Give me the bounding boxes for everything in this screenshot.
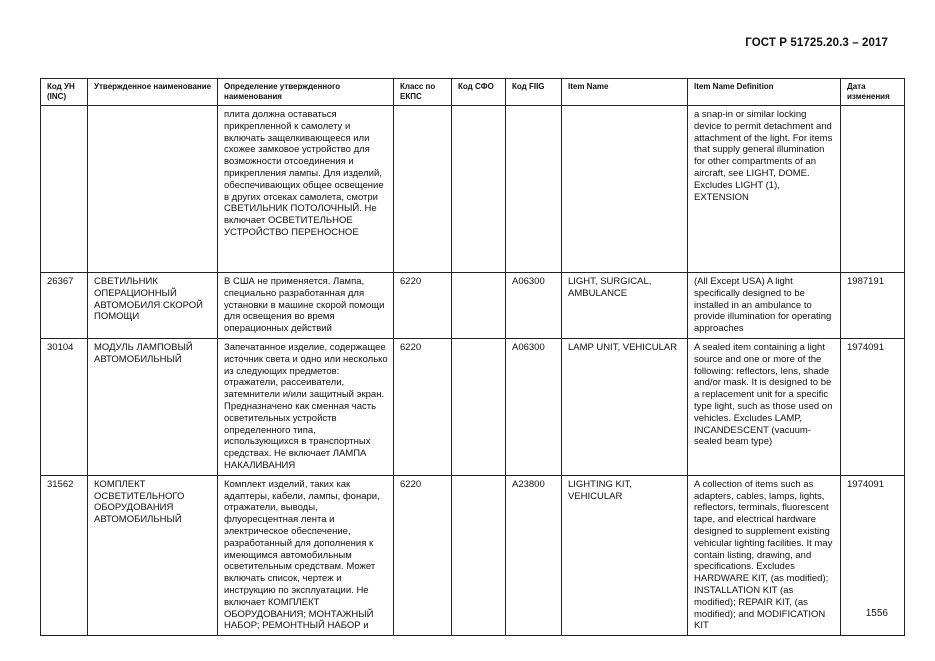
- cell-sfo-code: [452, 106, 506, 273]
- cell-change-date: 1974091: [841, 475, 905, 635]
- cell-sfo-code: [452, 339, 506, 476]
- cell-approved-definition: В США не применяется. Лампа, специально разработанная для установки в машине скорой помощи для освещения во время операционных действий: [218, 273, 394, 339]
- cell-approved-name: МОДУЛЬ ЛАМПОВЫЙ АВТОМОБИЛЬНЫЙ: [88, 339, 218, 476]
- column-header-item-definition: Item Name Definition: [688, 79, 841, 106]
- cell-item-definition: A sealed item containing a light source and one or more of the following: reflectors, lens, shade and/or mask. It is designed to be a replacement unit for a specific type light, such as those used on vehicles. Excludes LAMP, INCANDESCENT (vacuum-sealed beam type): [688, 339, 841, 476]
- cell-approved-name: СВЕТИЛЬНИК ОПЕРАЦИОННЫЙ АВТОМОБИЛЯ СКОРОЙ ПОМОЩИ: [88, 273, 218, 339]
- cell-inc: 30104: [41, 339, 88, 476]
- cell-sfo-code: [452, 475, 506, 635]
- cell-item-definition: (All Except USA) A light specifically designed to be installed in an ambulance to provide illumination for operating approaches: [688, 273, 841, 339]
- column-header-approved-definition: Определение утвержденного наименования: [218, 79, 394, 106]
- cell-change-date: [841, 106, 905, 273]
- cell-change-date: 1974091: [841, 339, 905, 476]
- cell-sfo-code: [452, 273, 506, 339]
- column-header-item-name: Item Name: [562, 79, 688, 106]
- cell-fiig-code: [506, 106, 562, 273]
- catalog-table: [40, 78, 905, 636]
- table-row: [41, 475, 905, 635]
- column-header-inc: Код УН (INC): [41, 79, 88, 106]
- cell-item-definition: a snap-in or similar locking device to permit detachment and attachment of the light. For items that supply general illumination for other compartments of an aircraft, see LIGHT, DOME. Excludes LIGHT (1), EXTENSION: [688, 106, 841, 273]
- cell-item-name: LIGHT, SURGICAL, AMBULANCE: [562, 273, 688, 339]
- cell-fiig-code: A06300: [506, 339, 562, 476]
- cell-ekps-class: 6220: [394, 339, 452, 476]
- cell-item-name: [562, 106, 688, 273]
- cell-item-name: LAMP UNIT, VEHICULAR: [562, 339, 688, 476]
- cell-ekps-class: 6220: [394, 273, 452, 339]
- table-header-row: [41, 79, 905, 106]
- table-row: [41, 106, 905, 273]
- column-header-ekps-class: Класс по ЕКПС: [394, 79, 452, 106]
- table-row: [41, 339, 905, 476]
- column-header-fiig-code: Код FIIG: [506, 79, 562, 106]
- document-standard-header: ГОСТ Р 51725.20.3 – 2017: [745, 37, 888, 49]
- cell-inc: [41, 106, 88, 273]
- cell-approved-definition: Комплект изделий, таких как адаптеры, кабели, лампы, фонари, отражатели, выводы, флуоресцентная лента и электрическое обеспечение, разработанный для дополнения к имеющимся автомобильным осветительным средствам. Может включать список, чертеж и инструкцию по эксплуатации. Не включает КОМПЛЕКТ ОБОРУДОВАНИЯ; МОНТАЖНЫЙ НАБОР; РЕМОНТНЫЙ НАБОР и: [218, 475, 394, 635]
- column-header-change-date: Дата изменения: [841, 79, 905, 106]
- cell-approved-definition: плита должна оставаться прикрепленной к самолету и включать защелкивающееся или схожее замковое устройство для возможности отсоединения и прикрепления лампы. Для изделий, обеспечивающих общее освещение в других отсеках самолета, смотри СВЕТИЛЬНИК ПОТОЛОЧНЫЙ. Не включает ОСВЕТИТЕЛЬНОЕ УСТРОЙСТВО ПЕРЕНОСНОЕ: [218, 106, 394, 273]
- cell-approved-definition: Запечатанное изделие, содержащее источник света и одно или несколько из следующих предметов: отражатели, рассеиватели, затемнители и/или защитный экран. Предназначено как сменная часть осветительных устройств определенного типа, использующихся в транспортных средствах. Не включает ЛАМПА НАКАЛИВАНИЯ: [218, 339, 394, 476]
- cell-approved-name: [88, 106, 218, 273]
- cell-item-name: LIGHTING KIT, VEHICULAR: [562, 475, 688, 635]
- cell-ekps-class: [394, 106, 452, 273]
- cell-ekps-class: 6220: [394, 475, 452, 635]
- cell-item-definition: A collection of items such as adapters, cables, lamps, lights, reflectors, terminals, fluorescent tape, and electrical hardware designed to supplement existing vehicular lighting facilities. It may contain listing, drawing, and specifications. Excludes HARDWARE KIT, (as modified); INSTALLATION KIT (as modified); REPAIR KIT, (as modified); and MODIFICATION KIT: [688, 475, 841, 635]
- cell-change-date: 1987191: [841, 273, 905, 339]
- cell-approved-name: КОМПЛЕКТ ОСВЕТИТЕЛЬНОГО ОБОРУДОВАНИЯ АВТОМОБИЛЬНЫЙ: [88, 475, 218, 635]
- table-row: [41, 273, 905, 339]
- column-header-sfo-code: Код СФО: [452, 79, 506, 106]
- page-number: 1556: [865, 608, 888, 619]
- column-header-approved-name: Утвержденное наименование: [88, 79, 218, 106]
- cell-inc: 31562: [41, 475, 88, 635]
- cell-inc: 26367: [41, 273, 88, 339]
- cell-fiig-code: A06300: [506, 273, 562, 339]
- cell-fiig-code: A23800: [506, 475, 562, 635]
